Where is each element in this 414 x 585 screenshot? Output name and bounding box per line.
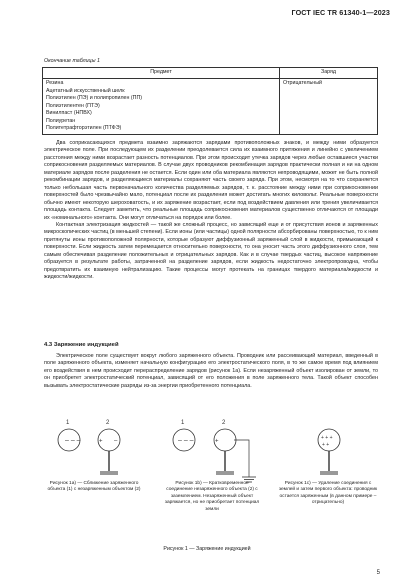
section-text (44, 353, 378, 390)
column-header-charge: Заряд (280, 68, 378, 79)
material-item: Ацетатный искусственный шелк (46, 87, 125, 94)
paragraph: Два соприкасающихся предмета взаимно заряжаются зарядами противоположных знаков, и между ними образуется электрическое поле. При последующем их разделении преодолевается сила их взаимного притяжения и линейно с увеличением расстояния между ними возрастает разность потенциалов. При этом происходит утечка зарядов через любые оставшиеся участки соприкосновения разделяемых материалов. В случае двух проводников рекомбинация зарядов практически полная и ни на одном материале зарядов после разделения не остается. Если один или оба материала являются непроводящими, может не быть полной рекомбинации зарядов, и разделяющиеся материалы сохраняют часть своего заряда. При этом, несмотря на то что сохраняется только небольшая часть первоначального количества разделяемых зарядов, т. к. расстояние между ними при соприкосновении поверхностей было чрезвычайно мало, потенциал после их разделения может достигать многих киловольт. Реальные поверхности обычно имеют некоторую шероховатость, и их заряжение возрастает, если под воздействием давления или трения увеличивается площадь контакта. Следует заметить, что реальные площадь соприкосновения материалов существенно отличаются от площади их «номинального» контакта. Они могут отличаться на порядок или более. (44, 140, 378, 221)
table-caption: Окончание таблицы 1 (44, 58, 100, 64)
caption-figure-1b: Рисунок 1b) — Кратковременное соединение незаряженного объекта (2) с заземлением. Незаряженный объект заряжается, но не приобретает потенциал земли (164, 481, 260, 512)
materials-list (43, 79, 280, 135)
figure-title: Рисунок 1 — Заряжение индукцией (163, 546, 251, 552)
label-object-2: 2 (222, 420, 226, 426)
material-item: Полиэтилентен (ПТЭ) (46, 102, 100, 109)
material-item: Полиуретан (46, 117, 76, 124)
svg-text:+: + (215, 438, 219, 445)
panel-a-diagram (58, 429, 120, 475)
material-item: Политетрафторэтилен (ПТФЭ) (46, 125, 122, 131)
svg-text:– – –: – – – (178, 437, 194, 445)
svg-text:– – –: – – – (65, 437, 81, 445)
material-item: Полиэтилен (ПЭ) и полипропилен (ПП) (46, 95, 143, 101)
figure-1 (44, 415, 378, 525)
paragraph: Контактная электризация жидкостей — такой же сложный процесс, но зависящий еще и от присутствия ионов и заряженных микроскопических частиц (в меньшей степени). Если ионы (или частицы) одной полярности абсорбированы поверхностью, то к ним притянуты ионы противоположной полярности, которые образуют диффузионный заряженный слой в жидкости, примыкающий к поверхности. Если жидкость затем перемещается относительно поверхности, то она уносит часть этого диффузионного слоя, тем самым обеспечивая разделение положительных и отрицательных зарядов. Как и в случае твердых частиц, высокое напряжение образуется в результате работы, затраченной на разделение зарядов, если жидкость недостаточно электропроводна, чтобы предотвратить их взаимную нейтрализацию. Такие процессы могут протекать на границах твердого материала/жидкости и жидкости/жидкости. (44, 221, 378, 281)
paragraph: Электрическое поле существует вокруг любого заряженного объекта. Проводник или рассеивающий материал, введенный в поле заряженного объекта, изменяет начальную конфигурацию его электростатического поля, в то же самое время под влиянием его воздействия в нем происходит перераспределение зарядов (рисунок 1а). Если незаряженный объект изолирован от земли, то он приобретет электростатический потенциал, зависящий от его положения в поле заряженного тела. Такой объект способен вызывать электростатические разряды из-за энергии приобретенного потенциала. (44, 353, 378, 389)
svg-text:+: + (99, 438, 103, 445)
label-object-1: 1 (66, 420, 70, 426)
caption-figure-1a: Рисунок 1а) — Сближение заряженного объекта (1) с незаряженным объектом (2) (47, 481, 141, 493)
body-text (44, 140, 378, 282)
column-header-subject: Предмет (43, 68, 280, 79)
charge-cell: Отрицательный (280, 79, 378, 135)
section-heading: 4.3 Заряжение индукцией (44, 342, 119, 348)
page-number: 5 (376, 570, 380, 576)
panel-b-diagram (173, 429, 256, 482)
svg-text:–: – (114, 438, 118, 445)
label-object-1: 1 (181, 420, 185, 426)
material-item: Винилпаст (НПВХ) (46, 110, 92, 116)
panel-c-diagram (318, 429, 340, 475)
standard-designation: ГОСТ IEC TR 61340-1—2023 (291, 8, 390, 17)
materials-table (42, 67, 378, 135)
label-object-2: 2 (106, 420, 110, 426)
material-item: Резина (46, 80, 64, 86)
svg-text:+ + +: + + + (321, 435, 333, 441)
caption-figure-1c: Рисунок 1с) — Удаление соединения с землей и затем первого объекта: проводник остается заряженным (в данном примере – отрицательно) (278, 481, 378, 506)
svg-text:+ +: + + (322, 442, 330, 448)
